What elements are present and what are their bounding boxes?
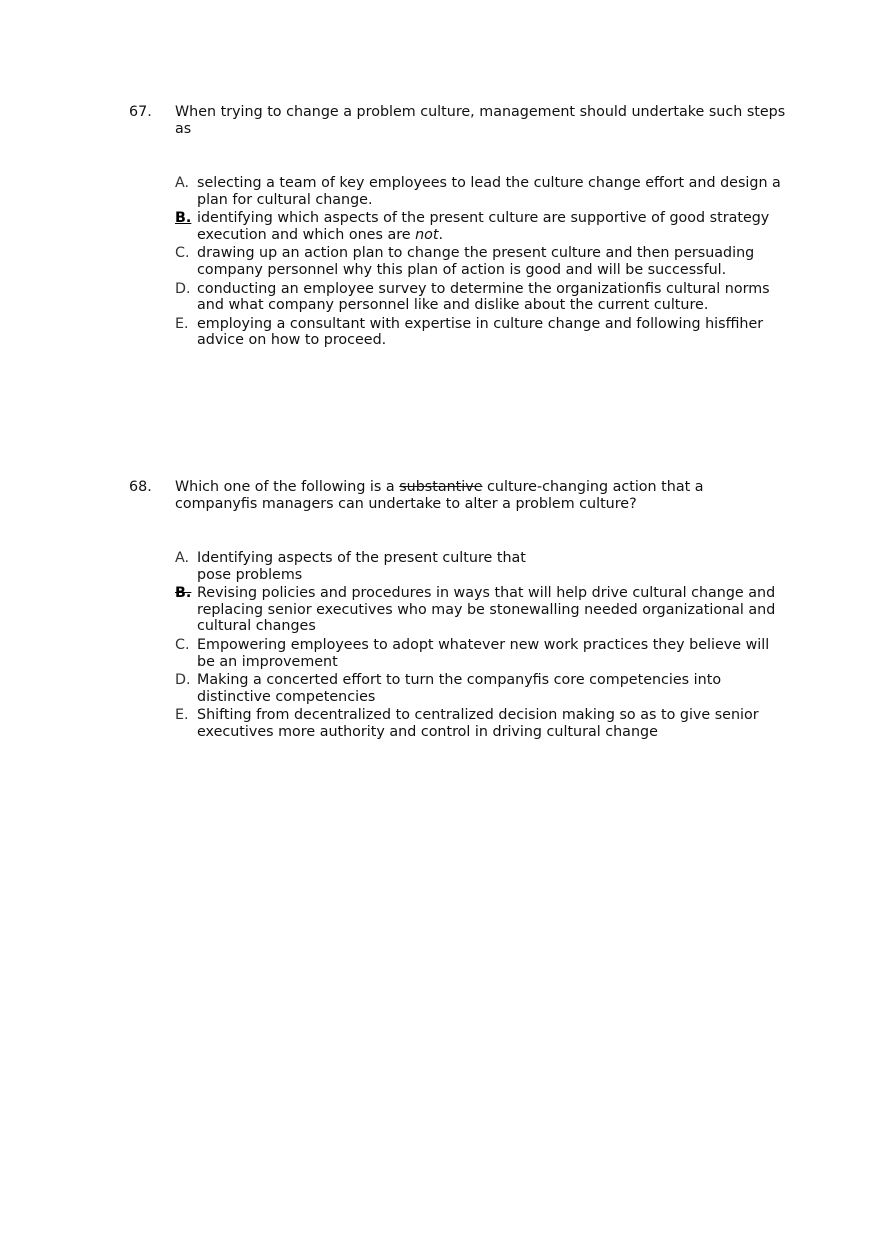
option-letter: A. [175, 175, 190, 191]
option-text: Making a concerted effort to turn the companyfis core competencies into distinctive competencies [197, 672, 722, 705]
option-a [129, 550, 527, 583]
option-letter: E. [175, 315, 189, 332]
option-text-emphasis: not [415, 226, 439, 243]
question-text-struck: substantive [399, 479, 483, 495]
question-text-part: Which one of the following is a [175, 479, 400, 495]
question-67 [129, 104, 789, 349]
option-a [129, 175, 789, 208]
question-text: When trying to change a problem culture, management should undertake such steps as [175, 104, 786, 137]
option-letter-correct: B. [175, 585, 192, 602]
option-d [129, 281, 789, 314]
option-letter: A. [175, 550, 190, 566]
question-text [175, 479, 704, 512]
option-e [129, 707, 789, 740]
question-stem [129, 479, 789, 512]
option-text: drawing up an action plan to change the present culture and then persuading company personnel why this plan of action is good and will be successful. [197, 245, 755, 278]
option-text-part: . [438, 226, 444, 243]
question-number: 68. [129, 479, 152, 495]
option-letter: D. [175, 672, 191, 689]
option-text: Shifting from decentralized to centralized decision making so as to give senior executives more authority and control in driving cultural change [197, 707, 759, 740]
option-text-part: identifying which aspects of the present culture are supportive of good strategy execution and which ones are [197, 210, 770, 243]
option-text: Empowering employees to adopt whatever new work practices they believe will be an improvement [197, 636, 770, 670]
question-text-part: culture-changing action that a companyfis managers can undertake to alter a problem culture? [175, 479, 704, 512]
answer-options [129, 175, 789, 351]
option-text: Revising policies and procedures in ways that will help drive cultural change and replacing senior executives who may be stonewalling needed organizational and cultural changes [197, 585, 776, 635]
option-b-correct [129, 210, 789, 243]
option-text: employing a consultant with expertise in culture change and following hisffiher advice on how to proceed. [197, 315, 764, 349]
question-68 [129, 479, 789, 740]
option-e [129, 316, 789, 349]
answer-options [129, 550, 789, 743]
option-b-correct [129, 585, 789, 635]
option-letter: D. [175, 280, 191, 297]
option-c [129, 245, 789, 278]
question-stem [129, 104, 789, 137]
option-d [129, 672, 789, 705]
option-text: selecting a team of key employees to lead the culture change effort and design a plan for cultural change. [197, 175, 781, 208]
option-letter: E. [175, 707, 189, 724]
option-c [129, 637, 789, 670]
question-number: 67. [129, 104, 152, 120]
option-text: conducting an employee survey to determine the organizationfis cultural norms and what company personnel like and dislike about the current culture. [197, 280, 770, 314]
option-letter: C. [175, 636, 190, 653]
option-letter: C. [175, 245, 190, 262]
option-text [197, 210, 769, 243]
option-letter-correct: B. [175, 210, 192, 227]
option-text: Identifying aspects of the present culture that pose problems [197, 550, 526, 583]
